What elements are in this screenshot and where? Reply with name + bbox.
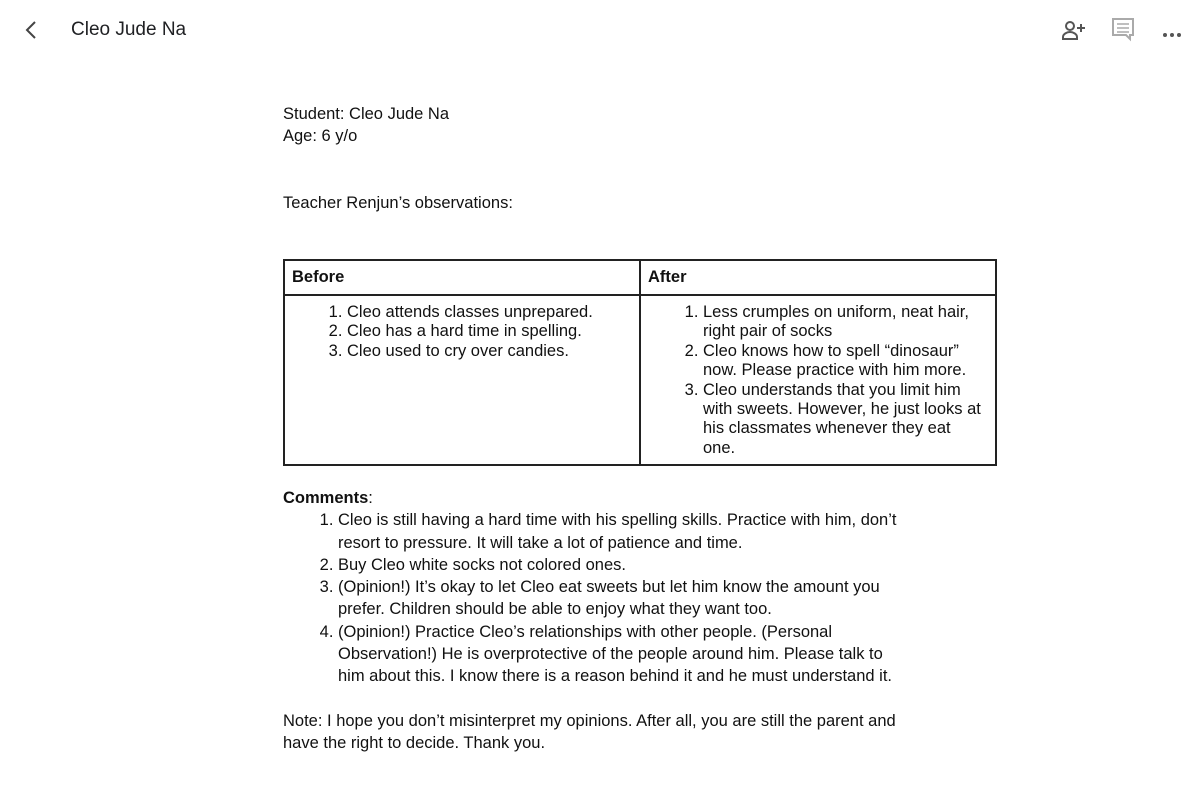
comment-item: 3. (Opinion!) It’s okay to let Cleo eat sweets but let him know the amount you prefer. Children should be able to enjoy what they want too. — [338, 576, 913, 621]
comments-section — [283, 487, 923, 688]
observations-table — [283, 259, 997, 466]
note: Note: I hope you don’t misinterpret my opinions. After all, you are still the parent and have the right to decide. Thank you. — [283, 712, 896, 753]
top-app-bar — [0, 0, 1200, 60]
age-line: Age: 6 y/o — [283, 127, 358, 145]
observations-heading: Teacher Renjun’s observations: — [283, 194, 513, 212]
add-person-icon[interactable] — [1061, 18, 1087, 47]
after-cell — [640, 295, 996, 465]
list-item: 2. Cleo has a hard time in spelling. — [347, 322, 639, 341]
comment-item: 2. Buy Cleo white socks not colored ones. — [338, 554, 913, 576]
list-item: 1. Cleo attends classes unprepared. — [347, 303, 639, 322]
list-item: 3. Cleo understands that you limit him with sweets. However, he just looks at his classmates whenever they eat one. — [703, 381, 987, 459]
before-cell — [284, 295, 640, 465]
list-item: 1. Less crumples on uniform, neat hair, right pair of socks — [703, 303, 987, 342]
list-item: 2. Cleo knows how to spell “dinosaur” now. Please practice with him more. — [703, 342, 987, 381]
table-header-after: After — [640, 260, 996, 295]
student-line: Student: Cleo Jude Na — [283, 105, 450, 123]
comments-label: Comments — [283, 489, 369, 507]
comment-item: 1. Cleo is still having a hard time with his spelling skills. Practice with him, don’t resort to pressure. It will take a lot of patience and time. — [338, 509, 913, 554]
table-header-before: Before — [284, 260, 640, 295]
document-title: Cleo Jude Na — [71, 19, 187, 40]
comment-icon[interactable] — [1112, 18, 1134, 47]
comment-item: 4. (Opinion!) Practice Cleo’s relationships with other people. (Personal Observation!) He is overprotective of the people around him. Please talk to him about this. I know there is a reason behind it and he must understand it. — [338, 621, 913, 688]
comments-colon: : — [368, 489, 373, 507]
more-icon[interactable] — [1162, 26, 1182, 44]
document-body — [283, 103, 1003, 214]
list-item: 3. Cleo used to cry over candies. — [347, 342, 639, 361]
back-arrow-icon[interactable] — [22, 18, 42, 42]
